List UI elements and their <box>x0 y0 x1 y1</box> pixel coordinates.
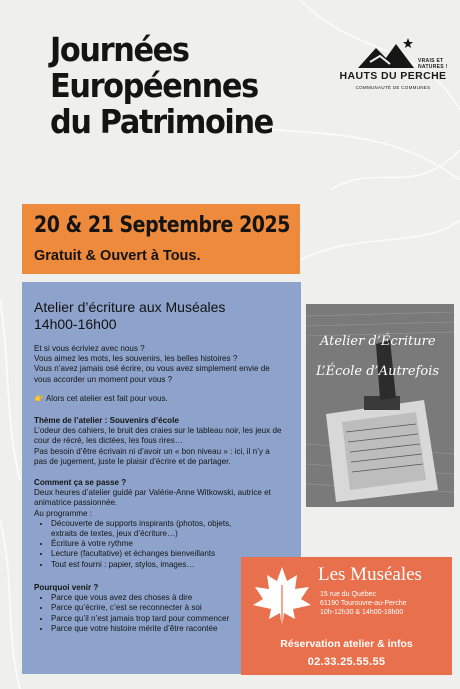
title-line-1: Journées <box>50 30 189 69</box>
programme-list <box>51 519 256 570</box>
callout-text: Alors cet atelier est fait pour vous. <box>44 394 168 403</box>
logo-tagline-1: VRAIS ET <box>418 58 444 64</box>
museales-address-1: 15 rue du Québec <box>320 591 377 598</box>
list-item: • Parce que votre histoire mérite d’être racontée <box>51 624 296 634</box>
atelier-title-line-2: 14h00-16h00 <box>34 316 117 332</box>
theme-heading: Thème de l’atelier : Souvenirs d’école <box>34 416 179 425</box>
theme-section <box>34 416 296 467</box>
theme-line: cour de récré, les dictées, les fous rires… <box>34 436 183 446</box>
museales-card <box>241 557 452 675</box>
museales-hours: 10h-12h30 & 14h00-18h00 <box>320 609 404 616</box>
intro-line: Vous aimez les mots, les souvenirs, les belles histoires ? <box>34 354 238 364</box>
theme-line: pas de jugement, juste le plaisir d’écrire et de partager. <box>34 456 231 466</box>
mountain-icon <box>356 38 418 70</box>
hauts-du-perche-logo <box>330 38 456 98</box>
intro-line: vous accorder un moment pour vous ? <box>34 374 173 384</box>
how-heading: Comment ça se passe ? <box>34 478 127 487</box>
list-item: • Écriture à votre rythme <box>51 539 256 549</box>
logo-name: HAUTS DU PERCHE <box>339 70 447 82</box>
photo-caption-1: Atelier d’Écriture <box>320 334 436 349</box>
phone-number[interactable]: 02.33.25.55.55 <box>307 656 386 668</box>
list-item: • Parce que vous avez des choses à dire <box>51 593 296 603</box>
theme-line: L’odeur des cahiers, le bruit des craies sur le tableau noir, les jeux de <box>34 426 282 436</box>
title-line-2: Européennes <box>50 66 258 105</box>
event-access: Gratuit & Ouvert à Tous. <box>34 248 201 264</box>
maple-leaf-icon <box>251 565 313 631</box>
photo-caption-2: L’École d’Autrefois <box>316 364 440 379</box>
how-line: Au programme : <box>34 508 93 518</box>
list-item: • Découverte de supports inspirants (photos, objets, extraits de textes, jeux d’écriture…) <box>51 519 256 539</box>
atelier-photo <box>306 304 454 507</box>
museales-address-2: 61190 Tourouvre-au-Perche <box>320 600 407 607</box>
callout <box>34 394 296 404</box>
logo-subtitle: COMMUNAUTÉ DE COMMUNES <box>355 85 431 90</box>
list-item: • Tout est fourni : papier, stylos, images… <box>51 560 256 570</box>
intro-text <box>34 344 296 385</box>
atelier-title-line-1: Atelier d’écriture aux Muséales <box>34 299 226 315</box>
reservation-label: Réservation atelier & infos <box>280 638 413 650</box>
how-line: animatrice passionnée. <box>34 498 118 508</box>
logo-tagline-2: NATURES ! <box>418 64 448 70</box>
event-dates: 20 & 21 Septembre 2025 <box>34 213 291 238</box>
theme-line: Pas besoin d’être écrivain ni d’avoir un « bon niveau » : ici, il n’y a <box>34 446 270 456</box>
list-item: • Lecture (facultative) et échanges bienveillants <box>51 549 256 559</box>
page-title <box>50 32 308 140</box>
how-line: Deux heures d’atelier guidé par Valérie-Anne Witkowski, autrice et <box>34 488 271 498</box>
why-heading: Pourquoi venir ? <box>34 583 99 592</box>
intro-line: Et si vous écriviez avec nous ? <box>34 344 145 353</box>
list-item: • Parce qu’écrire, c’est se reconnecter à soi <box>51 603 296 613</box>
pointing-hand-icon: 👉 <box>34 394 45 403</box>
museales-name: Les Muséales <box>318 564 422 585</box>
title-line-3: du Patrimoine <box>50 102 273 141</box>
intro-line: Vous n’avez jamais osé écrire, ou vous avez simplement envie de <box>34 364 270 374</box>
atelier-title <box>34 299 225 333</box>
list-item: • Parce qu’il n’est jamais trop tard pour commencer <box>51 614 296 624</box>
